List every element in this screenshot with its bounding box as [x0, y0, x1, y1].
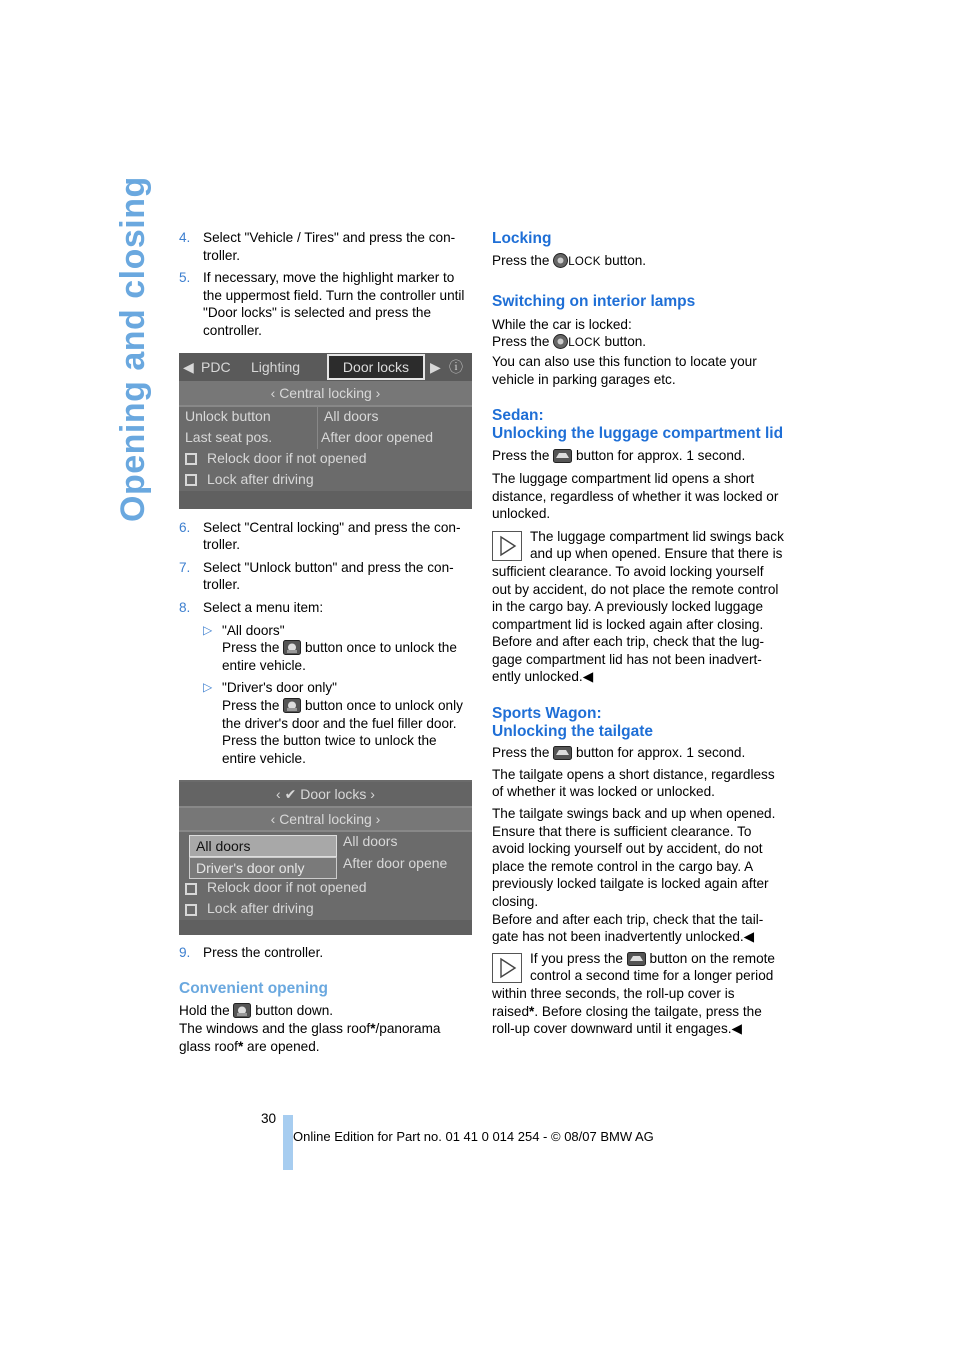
heading-unlock-tailgate: Unlocking the tailgate: [492, 722, 654, 740]
checkbox-icon: [185, 453, 197, 465]
step-text: Press the controller.: [203, 945, 324, 961]
right-column: [492, 229, 784, 1038]
sedan-p1: Press the button for approx. 1 second.: [492, 448, 746, 464]
wagon-p2: The tailgate opens a short distance, regardless of whether it was locked or unlocked.: [492, 766, 775, 800]
convenient-line1: Hold the button down.: [179, 1003, 334, 1019]
tab-arrow-right-icon: ▶: [430, 358, 441, 375]
wagon-p3: The tailgate swings back and up when opened. Ensure that there is sufficient clearance. To avoid locking yourself out by accident, do not place the remote control in the cargo bay. A previously locked tailgate is locked again after closing.: [492, 806, 776, 909]
tab-door-locks: Door locks: [327, 354, 425, 380]
subitem-title: "Driver's door only": [222, 680, 337, 696]
info-icon: ⓘ: [449, 358, 463, 375]
bullet-triangle-icon: ▷: [203, 622, 213, 637]
idrive-screen-central-locking: [179, 780, 472, 935]
step-number: 5.: [179, 270, 191, 286]
step-text: If necessary, move the highlight marker to the uppermost field. Turn the controller until "Door locks" is selected and press the controller.: [203, 270, 465, 338]
step-number: 9.: [179, 945, 191, 961]
trunk-button-icon: [553, 746, 572, 760]
unlock-key-icon: [283, 640, 301, 655]
step-text: Select "Unlock button" and press the con-troller.: [203, 559, 454, 593]
sedan-caution-note: The luggage compartment lid swings back and up when opened. Ensure that there is sufficient clearance. To avoid locking yourself out by accident, do not place the remote control in the cargo bay. A previously locked luggage compartment lid is locked again after closing. Before and after each trip, check that the lug-gage compartment lid has not been inadvert-ently unlocked.◀: [492, 528, 784, 685]
locking-text: Press the LOCK button.: [492, 252, 647, 268]
page-number: 30: [261, 1111, 277, 1126]
choice-drivers-door-only: Driver's door only: [189, 857, 337, 879]
step-number: 6.: [179, 519, 191, 535]
lock-button-icon: [553, 334, 568, 349]
checkbox-icon: [185, 474, 197, 486]
step-text: Select "Vehicle / Tires" and press the con-troller.: [203, 230, 456, 263]
step-number: 7.: [179, 559, 191, 575]
interior-line1: While the car is locked:: [492, 316, 632, 332]
heading-interior-lamps: Switching on interior lamps: [492, 293, 696, 311]
menu-row-last-seat-pos: Last seat pos.: [185, 428, 273, 445]
trunk-button-icon: [553, 449, 572, 463]
tab-arrow-left-icon: ◀: [183, 358, 194, 375]
heading-sports-wagon: Sports Wagon:: [492, 705, 602, 723]
caution-triangle-icon: [492, 531, 522, 561]
step-5: [179, 269, 474, 339]
step-text: Select "Central locking" and press the con-troller.: [203, 519, 461, 553]
end-marker-icon: ◀: [731, 1021, 742, 1037]
checkbox-icon: [185, 904, 197, 916]
heading-unlock-luggage: Unlocking the luggage compartment lid: [492, 424, 784, 442]
unlock-key-icon: [283, 698, 301, 713]
bullet-triangle-icon: ▷: [203, 680, 213, 695]
option-relock-door: Relock door if not opened: [185, 448, 367, 468]
footer-accent-bar: [283, 1115, 293, 1170]
edition-footer: Online Edition for Part no. 01 41 0 014 254 - © 08/07 BMW AG: [293, 1129, 654, 1144]
caution-triangle-icon: [492, 953, 522, 983]
lock-button-icon: [553, 253, 568, 268]
heading-convenient-opening: Convenient opening: [179, 979, 328, 997]
subitem-desc: Press the button once to unlock only the driver's door and the fuel filler door. Press the button twice to unlock the entire vehicle.: [222, 697, 463, 766]
step-7: [179, 559, 474, 594]
checkbox-icon: [185, 883, 197, 895]
choice-all-doors: All doors: [189, 835, 337, 857]
subitem-title: "All doors": [222, 622, 285, 638]
end-marker-icon: ◀: [582, 669, 594, 685]
value-all-doors: All doors: [343, 833, 398, 850]
option-lock-after-driving: Lock after driving: [185, 469, 314, 489]
idrive-screen-door-locks: [179, 353, 472, 509]
lock-label: LOCK: [568, 337, 601, 350]
step-9: [179, 944, 474, 962]
wagon-p1: Press the button for approx. 1 second.: [492, 745, 746, 761]
step-6: [179, 519, 474, 554]
unlock-key-icon: [233, 1003, 251, 1018]
wagon-p4: Before and after each trip, check that the tail-gate has not been inadvertently unlocked.◀: [492, 911, 764, 945]
trunk-button-icon: [627, 952, 646, 966]
value-after-door-opened: After door opene: [343, 855, 448, 872]
sedan-note-2: Before and after each trip, check that the lug-gage compartment lid has not been inadvert-ently unlocked.◀: [492, 634, 765, 685]
subitem-all-doors: [203, 622, 474, 675]
left-column: [179, 229, 474, 1055]
wagon-note: If you press the button on the remote control a second time for a longer period within three seconds, the roll-up cover is raised*. Before closing the tailgate, press the roll-up cover downward until it engages.◀: [492, 950, 775, 1037]
menu-value-last-seat-pos: After door opened: [321, 428, 434, 445]
tab-lighting: Lighting: [251, 358, 301, 375]
check-car-icon: ✔: [284, 786, 297, 803]
step-text: Select a menu item:: [203, 599, 324, 615]
step-8: [179, 599, 474, 617]
menu-value-unlock-button: All doors: [324, 407, 379, 424]
lock-label: LOCK: [568, 255, 601, 268]
sedan-p2: The luggage compartment lid opens a short distance, regardless of whether it was locked or unlocked.: [492, 470, 779, 522]
subitem-drivers-door-only: [203, 679, 474, 767]
interior-line2: Press the LOCK button.: [492, 334, 647, 350]
interior-line3: You can also use this function to locate your vehicle in parking garages etc.: [492, 353, 757, 387]
submenu-central-locking: ‹ Central locking ›: [179, 381, 472, 405]
tab-pdc: PDC: [201, 358, 231, 375]
step-number: 4.: [179, 230, 191, 245]
heading-sedan: Sedan:: [492, 407, 544, 425]
option-lock-after-driving: Lock after driving: [185, 898, 314, 918]
submenu-central-locking: ‹ Central locking ›: [179, 808, 472, 830]
option-relock-door: Relock door if not opened: [185, 877, 367, 897]
step-number: 8.: [179, 599, 191, 615]
convenient-line2: The windows and the glass roof*/panorama glass roof* are opened.: [179, 1021, 441, 1054]
chapter-title: Opening and closing: [114, 176, 152, 522]
menu-row-unlock-button: Unlock button: [185, 407, 271, 424]
end-marker-icon: ◀: [743, 929, 755, 945]
step-4: [179, 229, 474, 264]
screen-title-door-locks: ‹ ✔ Door locks ›: [179, 782, 472, 806]
subitem-desc: Press the button once to unlock the entire vehicle.: [222, 640, 457, 673]
heading-locking: Locking: [492, 230, 552, 247]
